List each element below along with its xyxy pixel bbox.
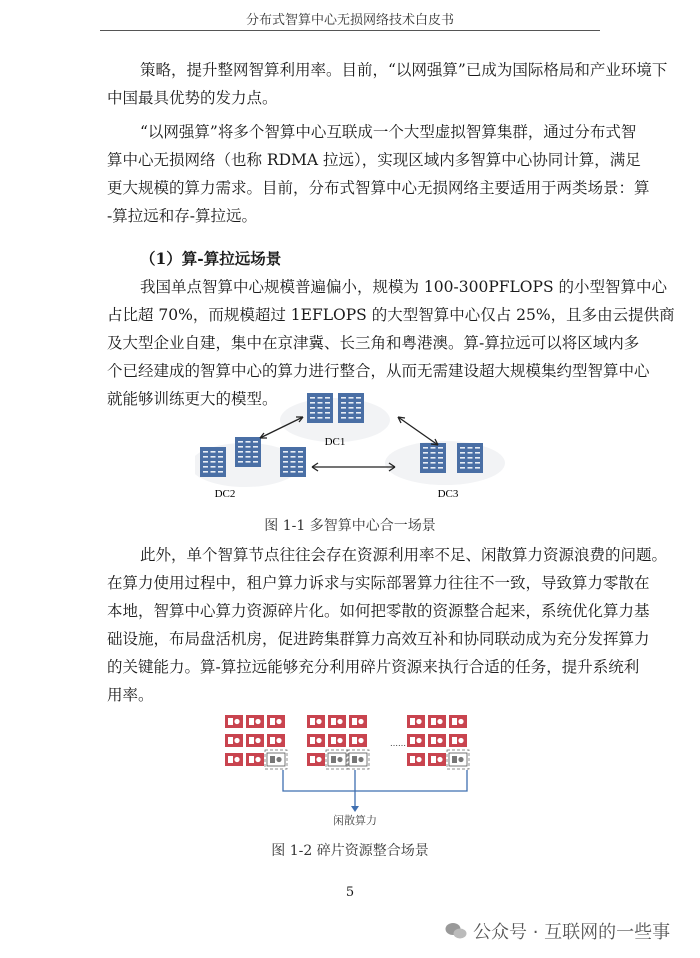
text-line: 就能够训练更大的模型。 xyxy=(107,390,278,408)
busy-gpu-icon xyxy=(225,753,243,766)
label-dc2: DC2 xyxy=(214,488,236,500)
text-line: 策略，提升整网智算利用率。目前，“以网强算”已成为国际格局和产业环境下 xyxy=(140,61,668,79)
text-line: “以网强算”将多个智算中心互联成一个大型虚拟智算集群，通过分布式智 xyxy=(140,123,637,141)
header-divider xyxy=(100,30,600,31)
text-line: 础设施，布局盘活机房，促进跨集群算力高效互补和协同联动成为充分发挥算力 xyxy=(107,630,650,648)
figure-fragment-integration xyxy=(225,712,485,827)
busy-gpu-icon xyxy=(349,734,367,747)
arrow-down-icon xyxy=(351,806,359,812)
server-rack-icon xyxy=(457,443,483,473)
text-line: 占比超 70%，而规模超过 1EFLOPS 的大型智算中心仅占 25%，且多由云提供商 xyxy=(107,306,675,324)
server-rack-icon xyxy=(307,393,333,423)
busy-gpu-icon xyxy=(428,753,446,766)
label-dc3: DC3 xyxy=(437,488,459,500)
page-header: 分布式智算中心无损网络技术白皮书 xyxy=(245,13,454,28)
aggregation-lines xyxy=(283,770,467,810)
idle-gpu-icon xyxy=(265,750,287,769)
text-line: -算拉远和存-算拉远。 xyxy=(107,207,257,225)
wechat-icon xyxy=(445,922,467,940)
text-line: 个已经建成的智算中心的算力进行整合，从而无需建设超大规模集约型智算中心 xyxy=(107,362,650,380)
text-line: 中国最具优势的发力点。 xyxy=(107,89,278,107)
server-rack-icon xyxy=(338,393,364,423)
busy-gpu-icon xyxy=(307,734,325,747)
idle-gpu-icon xyxy=(326,750,348,769)
figure1-caption: 图 1-1 多智算中心合一场景 xyxy=(264,518,436,534)
text-line: 我国单点智算中心规模普遍偏小，规模为 100-300PFLOPS 的小型智算中心 xyxy=(140,278,667,296)
busy-gpu-icon xyxy=(328,734,346,747)
busy-gpu-icon xyxy=(328,715,346,728)
figure-multi-dc xyxy=(195,385,515,505)
section-heading: （1）算-算拉远场景 xyxy=(140,249,282,268)
idle-compute-label: 闲散算力 xyxy=(333,814,377,827)
busy-gpu-icon xyxy=(428,734,446,747)
server-rack-icon xyxy=(420,443,446,473)
busy-gpu-icon xyxy=(349,715,367,728)
text-line: 算中心无损网络（也称 RDMA 拉远），实现区域内多智算中心协同计算，满足 xyxy=(107,151,641,169)
server-rack-icon xyxy=(200,447,226,477)
text-line: 用率。 xyxy=(107,686,154,704)
watermark-text: 公众号 · 互联网的一些事 xyxy=(473,922,671,943)
busy-gpu-icon xyxy=(225,715,243,728)
figure2-caption: 图 1-2 碎片资源整合场景 xyxy=(271,843,429,859)
server-rack-icon xyxy=(280,447,306,477)
idle-gpu-icon xyxy=(347,750,369,769)
ellipsis: …… xyxy=(390,739,406,748)
busy-gpu-icon xyxy=(307,753,325,766)
watermark xyxy=(445,918,670,944)
busy-gpu-icon xyxy=(307,715,325,728)
text-line: 的关键能力。算-算拉远能够充分利用碎片资源来执行合适的任务，提升系统利 xyxy=(107,658,640,676)
text-line: 及大型企业自建，集中在京津冀、长三角和粤港澳。算-算拉远可以将区域内多 xyxy=(107,334,640,352)
idle-gpu-icon xyxy=(447,750,469,769)
busy-gpu-icon xyxy=(267,734,285,747)
page-number: 5 xyxy=(345,885,355,900)
busy-gpu-icon xyxy=(428,715,446,728)
text-line: 此外，单个智算节点往往会存在资源利用率不足、闲散算力资源浪费的问题。 xyxy=(140,546,668,564)
busy-gpu-icon xyxy=(246,715,264,728)
busy-gpu-icon xyxy=(246,753,264,766)
busy-gpu-icon xyxy=(407,715,425,728)
busy-gpu-icon xyxy=(407,734,425,747)
busy-gpu-icon xyxy=(449,715,467,728)
busy-gpu-icon xyxy=(449,734,467,747)
busy-gpu-icon xyxy=(407,753,425,766)
server-rack-icon xyxy=(235,437,261,467)
text-line: 更大规模的算力需求。目前，分布式智算中心无损网络主要适用于两类场景：算 xyxy=(107,179,650,197)
text-line: 在算力使用过程中，租户算力诉求与实际部署算力往往不一致，导致算力零散在 xyxy=(107,574,650,592)
busy-gpu-icon xyxy=(225,734,243,747)
busy-gpu-icon xyxy=(246,734,264,747)
text-line: 本地，智算中心算力资源碎片化。如何把零散的资源整合起来，系统优化算力基 xyxy=(107,602,650,620)
busy-gpu-icon xyxy=(267,715,285,728)
label-dc1: DC1 xyxy=(324,436,346,448)
